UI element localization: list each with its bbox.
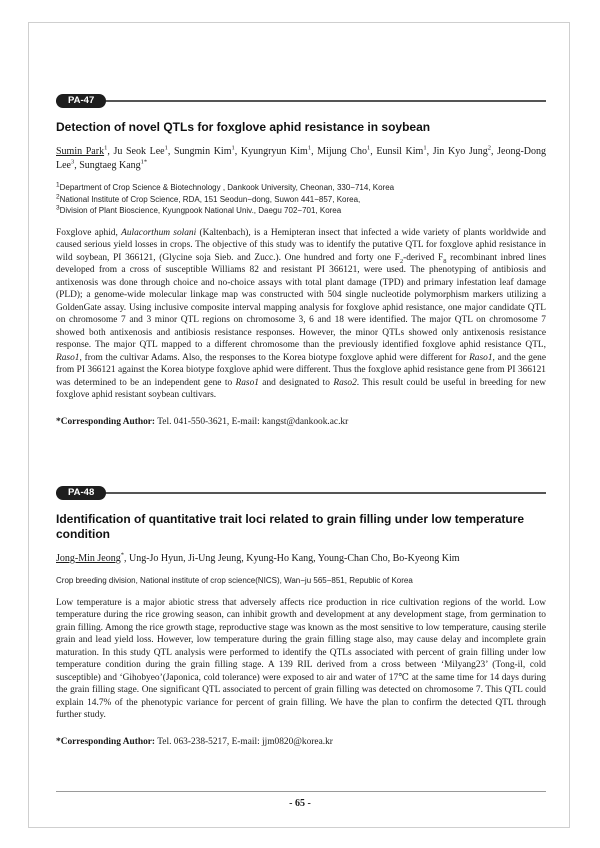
author-name: Kyung-Ho Kang xyxy=(246,553,314,564)
affiliation-text: Crop breeding division, National institute of crop science(NICS), Wan−ju 565−851, Republic of Korea xyxy=(56,576,413,585)
author-name: Ung-Jo Hyun xyxy=(128,553,184,564)
affiliation-text: Department of Crop Science & Biotechnology , Dankook University, Cheonan, 330−714, Korea xyxy=(59,183,395,192)
author-name: Sungmin Kim xyxy=(173,146,232,157)
abstract-title: Detection of novel QTLs for foxglove aphid resistance in soybean xyxy=(56,120,431,134)
author-name: Jong-Min Jeong xyxy=(56,553,121,564)
affiliation-sup: 3 xyxy=(56,204,60,212)
author-name: Young-Chan Cho xyxy=(317,553,388,564)
author-name: Ji-Ung Jeung xyxy=(188,553,242,564)
author-name: Jin Kyo Jung xyxy=(432,146,488,157)
author-name: Bo-Kyeong Kim xyxy=(392,553,460,564)
abstract-pa-48 xyxy=(56,486,546,748)
corresponding-author xyxy=(56,416,546,428)
affiliation-list xyxy=(56,182,546,217)
abstract-body: Foxglove aphid, Aulacorthum solani (Kaltenbach), is a Hemipteran insect that infected a wide variety of plants worldwide and caused serious yield losses in crops. The objective of this study was to identify the putative QTL for foxglove aphid resistance in wild soybean, PI 366121, (Glycine soja Sieb. and Zucc.). One hundred and forty one $F_2$-derived $F_8$ recombinant inbred lines developed from a cross of susceptible Williams 82 and resistant PI 366121, were used. The phenotyping of antibiosis and antixenosis was done through choice and no-choice assays with total plant damage (TPD) and primary infestation leaf damage (PLD); a genome-wide molecular linkage map was constructed with 504 single nucleotide polymorphism markers utilizing a GoldenGate assay. Using inclusive composite interval mapping analysis for foxglove aphid resistance, one major candidate QTL on chromosome 7 and 3 minor QTL regions on chromosome 3, 6 and 18 were identified. The major QTL on chromosome 7 showed both antixenosis and antibiosis resistance responses. However, the minor QTLs showed only antixenosis resistance response. The major QTL mapped to a different chromosome than the previously identified foxglove aphid resistance QTL, Raso1, from the cultivar Adams. Also, the responses to the Korea biotype foxglove aphid were different for Raso1, and the gene from PI 366121 against the Korea biotype foxglove aphid were different. Thus the foxglove aphid resistance gene from PI 366121 was determined to be an independent gene to Raso1 and designated to Raso2. This result could be useful in breeding for new foxglove aphid resistant soybean cultivars. xyxy=(56,227,547,400)
author-sup: 3 xyxy=(71,158,75,166)
abstract-title: Identification of quantitative trait loci related to grain filling under low temperature condition xyxy=(56,512,525,541)
gene-name: Raso1 xyxy=(235,377,259,388)
page-number: - 65 - xyxy=(289,798,311,809)
author-name: Sumin Park xyxy=(56,146,105,157)
affiliation-sup: 2 xyxy=(56,192,60,200)
author-sup: 1 xyxy=(307,144,312,152)
author-list: Sumin Park$^1$, Ju Seok Lee$^1$, Sungmin Kim$^1$, Kyungryun Kim$^1$, Mijung Cho$^1$, Eunsil Kim$^1$, Jin Kyo Jung$^2$, Jeong-Dong Lee$^3$, Sungtaeg Kang$^{1*}$ xyxy=(56,144,546,171)
author-name: Kyungryun Kim xyxy=(240,146,308,157)
corresponding-author xyxy=(56,736,546,748)
affiliation xyxy=(56,205,546,217)
corresponding-contact: Tel. 063-238-5217, E-mail: jjm0820@korea.kr xyxy=(155,736,333,747)
gene-name: Raso1 xyxy=(469,352,493,363)
abstract-id-badge: PA-47 xyxy=(56,94,106,108)
affiliation-list xyxy=(56,575,546,587)
author-sup: 1 xyxy=(164,144,168,152)
footer-rule xyxy=(56,791,546,792)
affiliation-text: National Institute of Crop Science, RDA, 151 Seodun−dong, Suwon 441−857, Korea, xyxy=(59,194,361,204)
author-name: Jeong-Dong Lee xyxy=(56,146,546,171)
author-name: Sungtaeg Kang xyxy=(79,160,141,171)
author-name: Mijung Cho xyxy=(317,146,367,157)
abstract-id-badge: PA-48 xyxy=(56,486,106,500)
author-name: Ju Seok Lee xyxy=(113,146,165,157)
gene-name: Raso1 xyxy=(56,352,80,363)
author-sup: 2 xyxy=(487,144,491,152)
author-sup: 1 xyxy=(104,144,108,152)
gene-name: Raso2 xyxy=(333,377,357,388)
header-rule xyxy=(56,100,546,102)
header-rule xyxy=(56,492,546,494)
author-list: Jong-Min Jeong*, Ung-Jo Hyun, Ji-Ung Jeung, Kyung-Ho Kang, Young-Chan Cho, Bo-Kyeong Kim xyxy=(56,551,460,564)
corresponding-label: *Corresponding Author: xyxy=(56,416,156,427)
author-sup: 1 xyxy=(231,144,235,152)
affiliation xyxy=(56,575,546,587)
affiliation-text: Division of Plant Bioscience, Kyungpook National Univ., Daegu 702−701, Korea xyxy=(59,206,342,215)
corresponding-label: *Corresponding Author: xyxy=(56,736,156,747)
author-sup: 1* xyxy=(140,158,148,166)
author-name: Eunsil Kim xyxy=(376,146,424,157)
affiliation-sup: 1 xyxy=(56,181,60,189)
affiliation xyxy=(56,182,546,194)
abstract-pa-47 xyxy=(56,94,546,428)
affiliation xyxy=(56,194,546,206)
abstract-header xyxy=(56,486,546,500)
author-sup: 1 xyxy=(366,144,371,152)
species-name: Aulacorthum solani xyxy=(121,227,197,238)
abstract-header xyxy=(56,94,546,108)
author-sup: 1 xyxy=(423,144,427,152)
corresponding-contact: Tel. 041-550-3621, E-mail: kangst@dankook.ac.kr xyxy=(155,416,349,427)
abstract-body: Low temperature is a major abiotic stress that adversely affects rice production in rice cultivation regions of the world. Low temperature during the rice growing season, can inhibit growth and development at any development stage, from germination to grain filling. Among the rice growth stage, reproductive stage was known as the most sensitive to low temperature, causing sterile grain and lead yield loss. However, low temperature during the grain filling stage also, may cause delay and incomplete grain maturation. In this study QTL analysis were performed to identify the QTLs associated with percent of grain filling under low temperature condition during the grain filling stage. A 139 RIL derived from a cross between ‘Milyang23’ (Tong-il, cold susceptible) and ‘Gihobyeo’(Japonica, cold tolerance) were exposed to air and water of 17℃ at the same time for 14 days during the grain filling stage. One significant QTL associated to percent of grain filling was detected on chromosome 7. This QTL could explain 14.7% of the phenotypic variance for percent of grain filling. We have the plan to confirm the detected QTL through further study. xyxy=(56,597,546,720)
author-sup: * xyxy=(120,551,124,559)
